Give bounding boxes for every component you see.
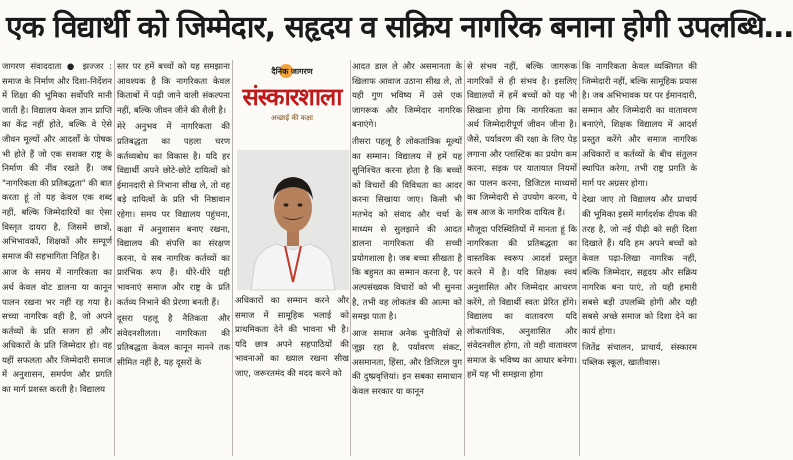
article-column-5	[467, 60, 577, 458]
column-rule	[464, 60, 465, 456]
author-photo	[237, 150, 349, 290]
paragraph: अधिकारों का सम्मान करने और समाज में सामूहिक भलाई को प्राथमिकता देने की भावना भी है। यदि छात्र अपने सहपाठियों की भावनाओं का ख्याल रखना सीख जाए, जरूरतमंद की मदद करने को	[235, 296, 349, 379]
article-column-6	[582, 60, 697, 458]
paragraph: से संभव नहीं, बल्कि जागरूक नागरिकों से ही संभव है। इसलिए विद्यालयों में हमें बच्चों को यह भी सिखाना होगा कि नागरिकता का अर्थ जिम्मेदारीपूर्ण जीवन जीना है। जैसे, पर्यावरण की रक्षा के लिए पेड़ लगाना और प्लास्टिक का प्रयोग कम करना, सड़क पर यातायात नियमों का पालन करना, डिजिटल माध्यमों का जिम्मेदारी से उपयोग करना, ये सब आज के नागरिक दायित्व हैं।	[467, 62, 577, 218]
paragraph: दूसरा पहलू है नैतिकता और संवेदनशीलता। नागरिकता की प्रतिबद्धता केवल कानून मानने तक सीमित नहीं है, यह दूसरों के	[117, 314, 230, 368]
column-rule	[114, 60, 115, 456]
logo-tagline: अच्छाई की कक्षा	[271, 114, 313, 122]
paragraph: मौजूदा परिस्थितियों में मानता हूं कि नागरिकता की प्रतिबद्धता का वास्तविक स्वरूप आदर्श प्रस्तुत करने में है। यदि शिक्षक स्वयं अनुशासित और जिम्मेदार आचरण करेंगे, तो विद्यार्थी स्वतः प्रेरित होंगे। विद्यालय का वातावरण यदि लोकतांत्रिक, अनुशासित और संवेदनशील होगा, तो वही वातावरण समाज के भविष्य का आधार बनेगा। हमें यह भी समझना होगा	[467, 224, 577, 381]
column-rule	[350, 60, 351, 456]
column-rule	[579, 60, 580, 456]
headline: एक विद्यार्थी को जिम्मेदार, सहृदय व सक्रिय नागरिक बनाना होगी उपलब्धि…	[6, 10, 793, 45]
column-rule	[232, 60, 233, 456]
paragraph: मेरे अनुभव में नागरिकता की प्रतिबद्धता का पहला चरण कर्तव्यबोध का विकास है। यदि हर विद्यार्थी अपने छोटे-छोटे दायित्वों को ईमानदारी से निभाना सीख ले, तो वह बड़े दायित्वों के प्रति भी निष्ठावान रहेगा। समय पर विद्यालय पहुंचना, कक्षा में अनुशासन बनाए रखना, विद्यालय की संपत्ति का संरक्षण करना, ये सब नागरिक कर्तव्यों का प्रारंभिक रूप हैं। धीरे-धीरे यही भावनाएं समाज और राष्ट्र के प्रति कर्तव्य निभाने की प्रेरणा बनती हैं।	[117, 122, 230, 308]
article-column-1	[2, 60, 112, 458]
paragraph: स्तर पर हमें बच्चों को यह समझाना आवश्यक है कि नागरिकता केवल किताबों में पढ़ी जाने वाली संकल्पना नहीं, बल्कि जीवन जीने की शैली है।	[117, 62, 230, 116]
author-credit: जितेंद्र संचालन, प्राचार्य, संस्कारम पब्लिक स्कूल, खातीवास।	[582, 343, 697, 368]
paragraph: देखा जाए तो विद्यालय और प्राचार्य की भूमिका इसमें मार्गदर्शक दीपक की तरह है, जो नई पीढ़ी को सही दिशा दिखाते हैं। यदि हम अपने बच्चों को केवल पढ़ा-लिखा नागरिक नहीं, बल्कि जिम्मेदार, सहृदय और सक्रिय नागरिक बना पाएं, तो यही हमारी सबसे बड़ी उपलब्धि होगी और यही सबसे अच्छे समाज को दिशा देने का कार्य होगा।	[582, 195, 697, 337]
logo-newspaper-name: दैनिक जागरण	[271, 67, 313, 76]
paragraph: जागरण संवाददाता ● झज्जर : समाज के निर्माण और दिशा-निर्देशन में शिक्षा की भूमिका सर्वोपरि मानी जाती है। विद्यालय केवल ज्ञान प्राप्ति का केंद्र नहीं होते, बल्कि वे ऐसे जीवन मूल्यों और आदर्शों के पोषक भी होते हैं जो एक सशक्त राष्ट्र के निर्माण की नींव रखते हैं। जब "नागरिकता की प्रतिबद्धता" की बात करता हूं तो यह केवल एक शब्द नहीं, बल्कि जिम्मेदारियों का ऐसा विस्तृत दायरा है, जिसमें छात्रों, अभिभावकों, शिक्षकों और सम्पूर्ण समाज की सहभागिता निहित है।	[2, 62, 112, 262]
article-column-2	[117, 60, 230, 458]
sanskarshala-logo	[235, 62, 349, 142]
paragraph: कि नागरिकता केवल व्यक्तिगत की जिम्मेदारी नहीं, बल्कि सामूहिक प्रयास है। जब अभिभावक घर पर ईमानदारी, सम्मान और जिम्मेदारी का वातावरण बनाएंगे, शिक्षक विद्यालय में आदर्श प्रस्तुत करेंगे और समाज नागरिक अधिकारों व कर्तव्यों के बीच संतुलन स्थापित करेगा, तभी राष्ट्र प्रगति के मार्ग पर अग्रसर होगा।	[582, 62, 697, 189]
article-column-3	[235, 294, 349, 458]
article-column-4	[352, 60, 462, 458]
paragraph: तीसरा पहलू है लोकतांत्रिक मूल्यों का सम्मान। विद्यालय में हमें यह सुनिश्चित करना होता है कि बच्चों को विचारों की विविधता का आदर करना सिखाया जाए। किसी भी मतभेद को संवाद और चर्चा के माध्यम से सुलझाने की आदत डालना नागरिकता की सच्ची प्रयोगशाला है। जब बच्चा सीखता है कि बहुमत का सम्मान करना है, पर अल्पसंख्यक विचारों को भी सुनना है, तभी वह लोकतंत्र की आत्मा को समझ पाता है।	[352, 136, 462, 323]
logo-title: संस्कारशाला	[242, 82, 342, 111]
paragraph: आज समाज अनेक चुनौतियों से जूझ रहा है, पर्यावरण संकट, असमानता, हिंसा, और डिजिटल युग की दुष्प्रवृत्तियां। इन सबका समाधान केवल सरकार या कानून	[352, 328, 462, 398]
person-portrait-icon	[237, 150, 349, 290]
paragraph: आदत डाल ले और असमानता के खिलाफ आवाज उठाना सीख ले, तो यही गुण भविष्य में उसे एक जागरूक और जिम्मेदार नागरिक बनाएंगे।	[352, 62, 462, 131]
paragraph: आज के समय में नागरिकता का अर्थ केवल वोट डालना या कानून पालन रखना भर नहीं रह गया है। सच्चा नागरिक वही है, जो अपने कर्तव्यों के प्रति सजग हो और अधिकारों के प्रति जिम्मेदार हो। वह यहीं सफलता और जिम्मेदारी समाज में अनुशासन, समर्पण और प्रगति का मार्ग प्रशस्त करती है। विद्यालय	[2, 268, 112, 396]
